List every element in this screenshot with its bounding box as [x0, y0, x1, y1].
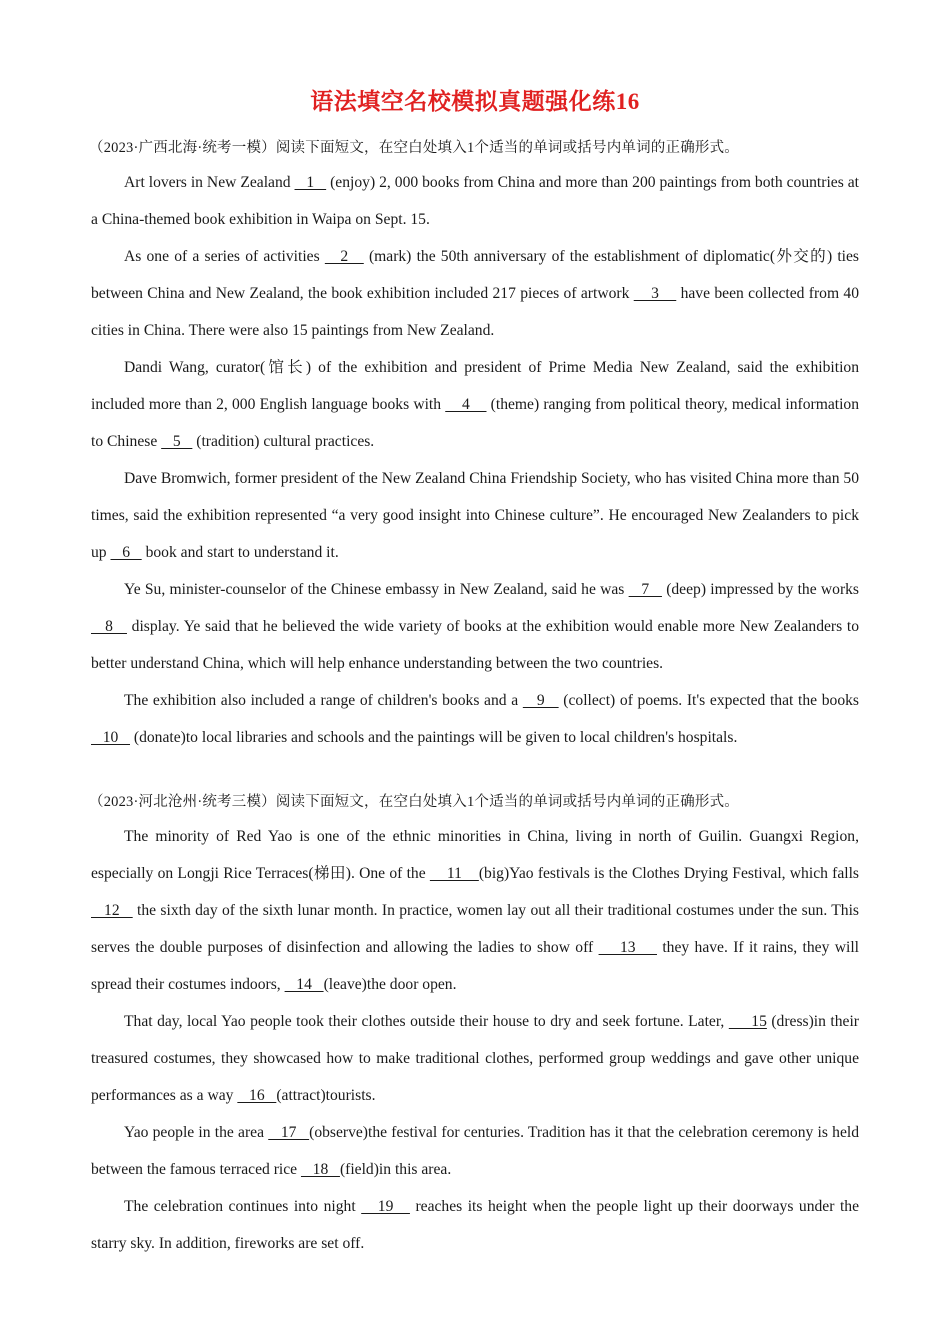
blank-3[interactable]: 3 [633, 285, 677, 302]
text: the sixth day of the sixth lunar month. In practice, women lay out all their traditional costumes under the sun. This serves the double purposes of disinfection and allowing the ladies to show off [91, 902, 860, 956]
document-title: 语法填空名校模拟真题强化练16 [310, 89, 640, 114]
passage1-paragraph-3 [91, 349, 859, 460]
passage1-paragraph-5 [91, 571, 859, 682]
text: (enjoy) 2, 000 books from China and more than 200 paintings from both countries at a China-themed book exhibition in Waipa on Sept. 15. [91, 174, 860, 228]
text: (field)in this area. [339, 1161, 452, 1178]
passage1-paragraph-6 [91, 682, 859, 756]
blank-11[interactable]: 11 [429, 865, 479, 882]
text: (leave)the door open. [323, 976, 457, 993]
passage1-paragraph-2 [91, 238, 859, 349]
text: Dandi Wang, curator(馆长) of the exhibition and president of Prime Media New Zealand, said the exhibition included more than 2, 000 English language books with [91, 359, 859, 413]
text: The exhibition also included a range of children's books and a [124, 692, 523, 709]
text: reaches its height when the people light up their doorways under the starry sky. In addition, fireworks are set off. [91, 1198, 859, 1252]
text: (big)Yao festivals is the Clothes Drying Festival, which falls [478, 865, 859, 882]
text: (theme) ranging from political theory, medical information to Chinese [91, 396, 860, 450]
passage1-paragraph-4 [91, 460, 859, 571]
blank-4[interactable]: 4 [445, 396, 487, 413]
text: display. Ye said that he believed the wide variety of books at the exhibition would enable more New Zealanders to better understand China, which will help enhance understanding between the two countries. [91, 618, 860, 672]
blank-5[interactable]: 5 [161, 433, 193, 450]
passage2-paragraph-2 [91, 1003, 859, 1114]
blank-17[interactable]: 17 [268, 1124, 310, 1141]
passage2-instructions: （2023·河北沧州·统考三模）阅读下面短文，在空白处填入1个适当的单词或括号内单词的正确形式。 [89, 794, 740, 810]
passage2-paragraph-4 [91, 1188, 859, 1262]
text: As one of a series of activities [124, 248, 325, 265]
blank-2[interactable]: 2 [324, 248, 364, 265]
text: Yao people in the area [124, 1124, 269, 1141]
text: Art lovers in New Zealand [124, 174, 295, 191]
text: book and start to understand it. [141, 544, 339, 561]
passage2-paragraph-3 [91, 1114, 859, 1188]
text: have been collected from 40 cities in China. There were also 15 paintings from New Zealand. [91, 285, 860, 339]
blank-15[interactable]: 15 [728, 1013, 767, 1030]
text: (deep) impressed by the works [661, 581, 860, 598]
text: (observe)the festival for centuries. Tradition has it that the celebration ceremony is held between the famous terraced rice [91, 1124, 859, 1178]
text: (dress)in their treasured costumes, they showcased how to make traditional clothes, performed group weddings and gave other unique performances as a way [91, 1013, 860, 1104]
text: The minority of Red Yao is one of the ethnic minorities in China, living in north of Guilin. Guangxi Region, especially on Longji Rice Terraces(梯田). One of the [91, 828, 859, 882]
text: (collect) of poems. It's expected that the books [558, 692, 859, 709]
text: (mark) the 50th anniversary of the establishment of diplomatic(外交的) ties between China and New Zealand, the book exhibition included 217 pieces of artwork [91, 248, 860, 302]
text: (donate)to local libraries and schools and the paintings will be given to local children's hospitals. [129, 729, 738, 746]
blank-18[interactable]: 18 [300, 1161, 340, 1178]
text: Dave Bromwich, former president of the New Zealand China Friendship Society, who has visited China more than 50 times, said the exhibition represented “a very good insight into Chinese culture”. He encouraged New Zealanders to pick up [91, 470, 859, 561]
text: Ye Su, minister-counselor of the Chinese embassy in New Zealand, said he was [124, 581, 629, 598]
blank-12[interactable]: 12 [91, 902, 133, 919]
passage2-paragraph-1 [91, 818, 859, 1003]
blank-6[interactable]: 6 [110, 544, 142, 561]
passage1-instructions: （2023·广西北海·统考一模）阅读下面短文，在空白处填入1个适当的单词或括号内单词的正确形式。 [89, 140, 740, 156]
blank-1[interactable]: 1 [294, 174, 327, 191]
text: That day, local Yao people took their clothes outside their house to dry and seek fortune. Later, [124, 1013, 729, 1030]
text: The celebration continues into night [124, 1198, 362, 1215]
blank-14[interactable]: 14 [284, 976, 324, 993]
blank-19[interactable]: 19 [361, 1198, 410, 1215]
text: (tradition) cultural practices. [192, 433, 375, 450]
blank-8[interactable]: 8 [91, 618, 127, 635]
blank-10[interactable]: 10 [91, 729, 130, 746]
blank-13[interactable]: 13 [598, 939, 657, 956]
blank-16[interactable]: 16 [237, 1087, 277, 1104]
blank-7[interactable]: 7 [628, 581, 662, 598]
section-spacer [91, 756, 859, 792]
text: (attract)tourists. [276, 1087, 376, 1104]
blank-9[interactable]: 9 [522, 692, 559, 709]
passage1-paragraph-1 [91, 164, 859, 238]
text: they have. If it rains, they will spread their costumes indoors, [91, 939, 860, 993]
